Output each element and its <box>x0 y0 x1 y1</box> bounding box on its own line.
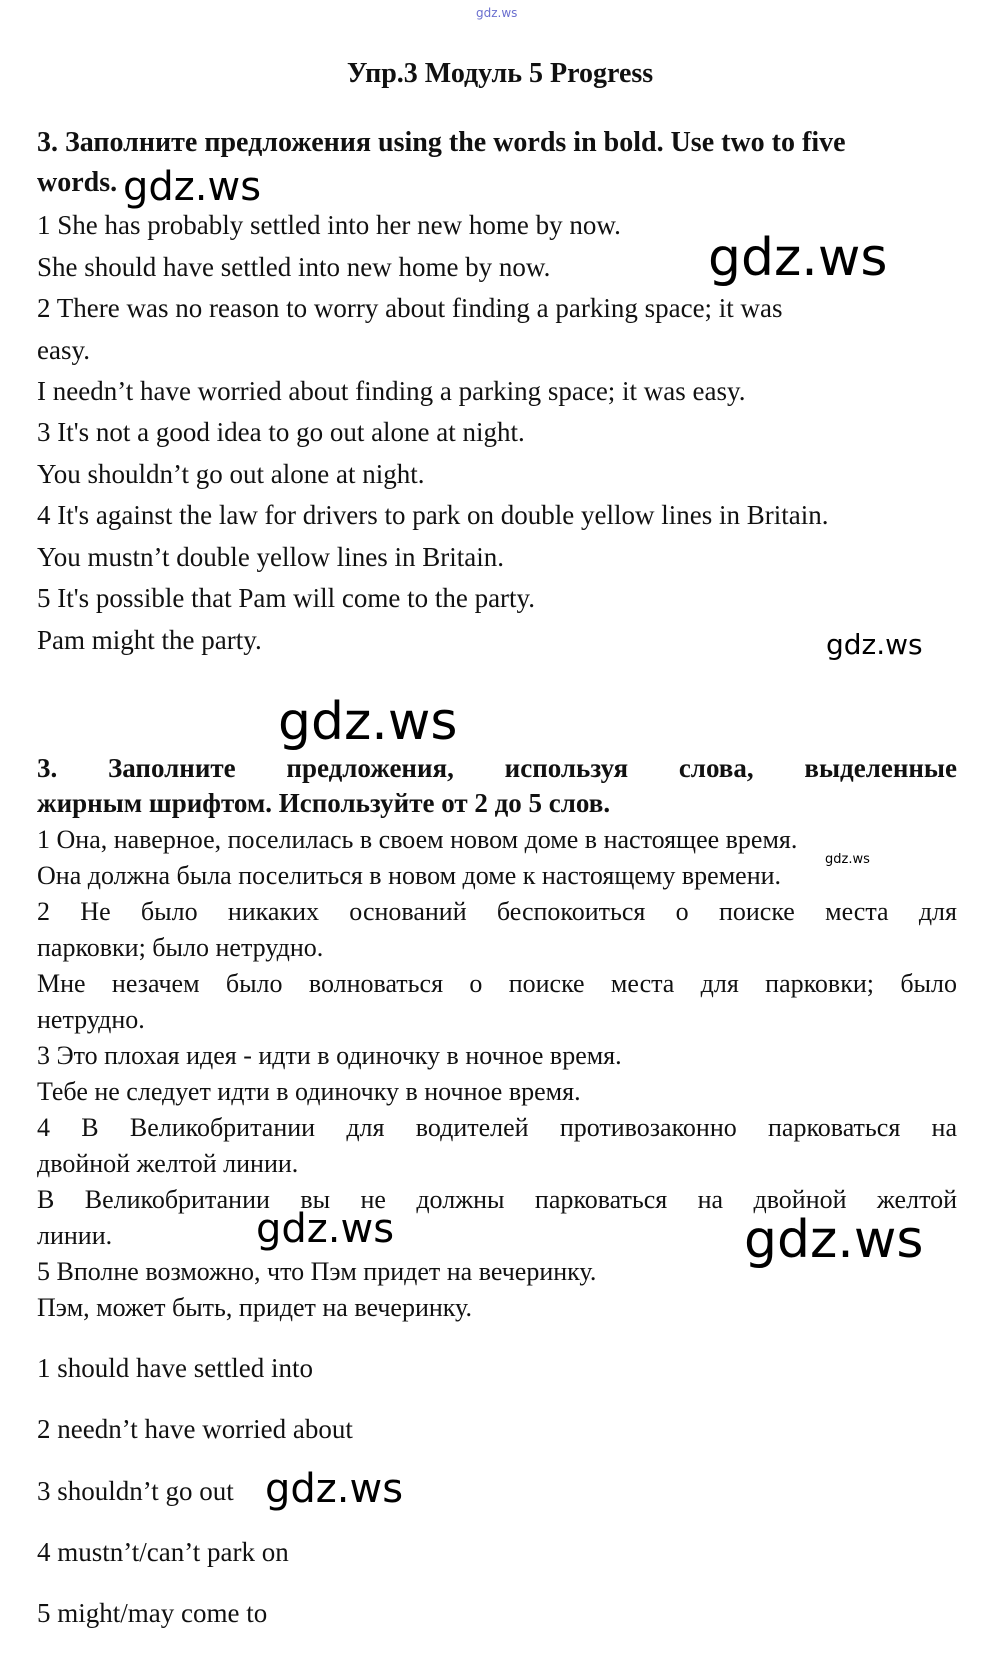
ru-line-14: Пэм, может быть, придет на вечеринку. <box>37 1293 472 1322</box>
ru-line-13: 5 Вполне возможно, что Пэм придет на вечеринку. <box>37 1257 597 1286</box>
watermark-2: gdz.ws <box>708 228 888 288</box>
ru-line-9: 4 В Великобритании для водителей противозаконно парковаться на <box>37 1113 957 1142</box>
answer-1: 1 should have settled into <box>37 1353 313 1383</box>
ru-line-5: Мне незачем было волноваться о поиске места для парковки; было <box>37 969 957 998</box>
ru-line-1: 1 Она, наверное, поселилась в своем новом доме в настоящее время. <box>37 825 798 854</box>
en-line-1: 1 She has probably settled into her new home by now. <box>37 210 621 240</box>
watermark-8: gdz.ws <box>265 1466 404 1512</box>
answer-3: 3 shouldn’t go out <box>37 1476 234 1506</box>
watermark-5: gdz.ws <box>825 852 870 867</box>
en-line-5: I needn’t have worried about finding a parking space; it was easy. <box>37 376 746 406</box>
watermark-1: gdz.ws <box>123 164 262 210</box>
answer-5: 5 might/may come to <box>37 1598 268 1628</box>
ru-line-6: нетрудно. <box>37 1005 145 1034</box>
en-line-10: 5 It's possible that Pam will come to the party. <box>37 583 536 613</box>
en-line-8: 4 It's against the law for drivers to park on double yellow lines in Britain. <box>37 500 829 530</box>
ru-line-12: линии. <box>37 1221 113 1250</box>
ru-line-2: Она должна была поселиться в новом доме к настоящему времени. <box>37 861 782 890</box>
ru-line-11: В Великобритании вы не должны парковаться на двойной желтой <box>37 1185 957 1214</box>
en-task-line1: 3. Заполните предложения using the words in bold. Use two to five <box>37 127 846 158</box>
watermark-3: gdz.ws <box>826 628 923 661</box>
ru-line-7: 3 Это плохая идея - идти в одиночку в ночное время. <box>37 1041 622 1070</box>
en-line-4: easy. <box>37 335 90 365</box>
ru-task-line1: 3. Заполните предложения, используя слова, выделенные <box>37 753 957 783</box>
answer-4: 4 mustn’t/can’t park on <box>37 1537 289 1567</box>
page-title: Упр.3 Модуль 5 Progress <box>346 58 654 89</box>
ru-task-line2: жирным шрифтом. Используйте от 2 до 5 слов. <box>37 788 611 818</box>
en-task-line2: words. <box>37 167 118 198</box>
ru-line-10: двойной желтой линии. <box>37 1149 299 1178</box>
ru-line-4: парковки; было нетрудно. <box>37 933 324 962</box>
ru-line-8: Тебе не следует идти в одиночку в ночное время. <box>37 1077 581 1106</box>
watermark-4: gdz.ws <box>278 692 458 752</box>
watermark-7: gdz.ws <box>744 1210 924 1270</box>
en-line-3: 2 There was no reason to worry about finding a parking space; it was <box>37 293 783 323</box>
answer-2: 2 needn’t have worried about <box>37 1414 353 1444</box>
watermark-top: gdz.ws <box>476 6 518 20</box>
ru-line-3: 2 Не было никаких оснований беспокоиться о поиске места для <box>37 897 957 926</box>
en-line-7: You shouldn’t go out alone at night. <box>37 459 425 489</box>
en-line-11: Pam might the party. <box>37 625 262 655</box>
en-line-9: You mustn’t double yellow lines in Britain. <box>37 542 505 572</box>
watermark-6: gdz.ws <box>256 1206 395 1252</box>
en-line-2: She should have settled into new home by now. <box>37 252 551 282</box>
en-line-6: 3 It's not a good idea to go out alone at night. <box>37 417 525 447</box>
